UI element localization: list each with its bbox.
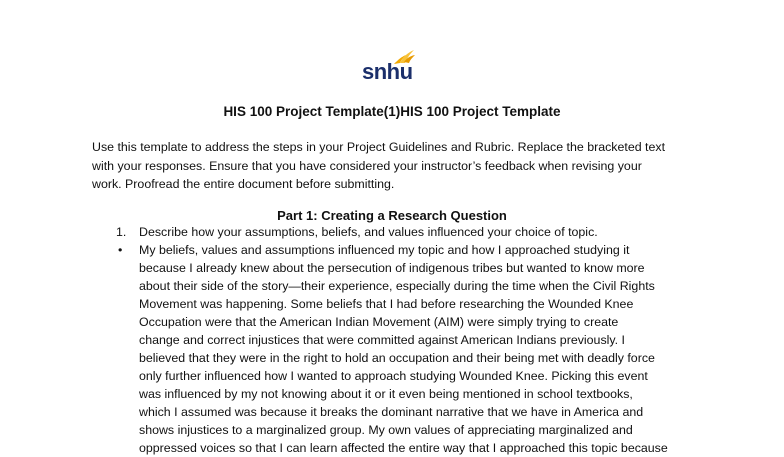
bullet-line: oppressed voices so that I can learn affected the entire way that I approached this topic because: [139, 441, 668, 455]
bullet-line: because I already knew about the persecution of indigenous tribes but wanted to know more: [139, 261, 645, 275]
bullet-line: Occupation were that the American Indian Movement (AIM) were simply trying to create: [139, 315, 619, 329]
bullet-line: My beliefs, values and assumptions influenced my topic and how I approached studying it: [139, 243, 630, 257]
logo-wordmark: snhu: [362, 59, 413, 84]
bullet-line: believed that they were in the right to hold an occupation and their being met with deadly force: [139, 351, 655, 365]
snhu-logo: [362, 48, 422, 88]
bullet-line: change and correct injustices that were committed against American Indians previously. I: [139, 333, 625, 347]
intro-line: with your responses. Ensure that you have considered your instructor’s feedback when revising your: [92, 158, 642, 173]
bullet-item: [139, 241, 699, 457]
bullet-line: Movement was happening. Some beliefs that I had before researching the Wounded Knee: [139, 297, 634, 311]
list-item: [139, 223, 699, 241]
intro-line: work. Proofread the entire document before submitting.: [92, 177, 395, 191]
bullet-line: which I assumed was because it breaks the dominant narrative that we have in America and: [139, 405, 644, 419]
bullet-marker: •: [118, 243, 123, 257]
list-number: 1.: [116, 225, 127, 239]
intro-paragraph: [92, 138, 702, 194]
bullet-line: only further influenced how I wanted to approach studying Wounded Knee. Picking this event: [139, 369, 648, 383]
bullet-line: about their side of the story—their experience, especially during the time when the Civil Rights: [139, 279, 655, 293]
bullet-line: shows injustices to a marginalized group. My own values of appreciating marginalized and: [139, 423, 633, 437]
list-item-text: Describe how your assumptions, beliefs, and values influenced your choice of topic.: [139, 225, 598, 239]
bullet-line: was influenced by my not knowing about it or it even being mentioned in school textbooks,: [139, 387, 633, 401]
intro-line: Use this template to address the steps in your Project Guidelines and Rubric. Replace the bracketed text: [92, 140, 666, 154]
part1-heading: Part 1: Creating a Research Question: [277, 208, 507, 223]
document-title: HIS 100 Project Template(1)HIS 100 Project Template: [223, 104, 561, 119]
